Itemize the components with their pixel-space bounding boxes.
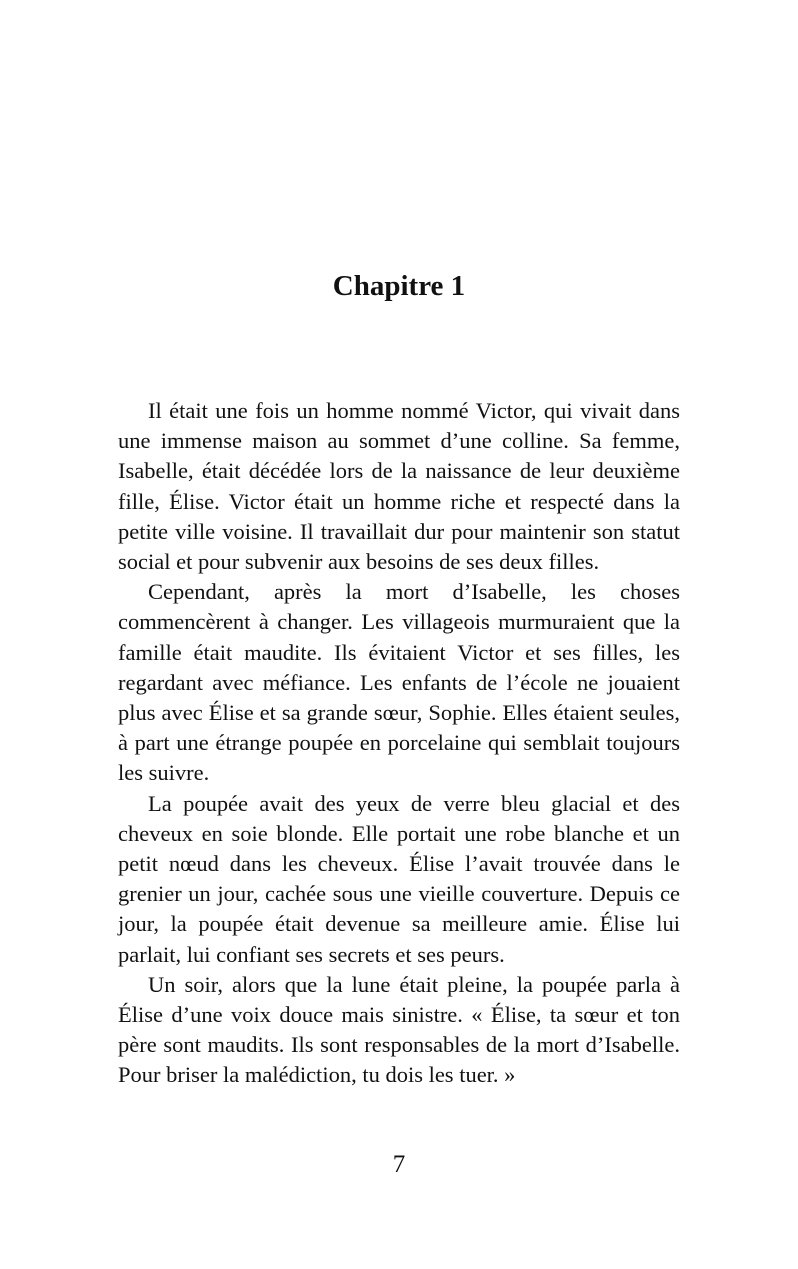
paragraph: La poupée avait des yeux de verre bleu glacial et des cheveux en soie blonde. Elle portait une robe blanche et un petit nœud dans les cheveux. Élise l’avait trouvée dans le grenier un jour, cachée sous une vieille couverture. Depuis ce jour, la poupée était devenue sa meilleure amie. Élise lui parlait, lui confiant ses secrets et ses peurs. bbox=[118, 790, 680, 967]
page-number: 7 bbox=[392, 1151, 406, 1178]
chapter-title: Chapitre 1 bbox=[332, 270, 466, 302]
chapter-body bbox=[118, 396, 680, 1091]
paragraph: Un soir, alors que la lune était pleine, la poupée parla à Élise d’une voix douce mais sinistre. « Élise, ta sœur et ton père sont maudits. Ils sont responsables de la mort d’Isabelle. Pour briser la malédiction, tu dois les tuer. » bbox=[118, 971, 680, 1088]
paragraph: Il était une fois un homme nommé Victor, qui vivait dans une immense maison au sommet d’une colline. Sa femme, Isabelle, était décédée lors de la naissance de leur deuxième fille, Élise. Victor était un homme riche et respecté dans la petite ville voisine. Il travaillait dur pour maintenir son statut social et pour subvenir aux besoins de ses deux filles. bbox=[118, 398, 680, 575]
paragraph: Cependant, après la mort d’Isabelle, les choses commencèrent à changer. Les villageois murmuraient que la famille était maudite. Ils évitaient Victor et ses filles, les regardant avec méfiance. Les enfants de l’école ne jouaient plus avec Élise et sa grande sœur, Sophie. Elles étaient seules, à part une étrange poupée en porcelaine qui semblait toujours les suivre. bbox=[118, 579, 680, 786]
